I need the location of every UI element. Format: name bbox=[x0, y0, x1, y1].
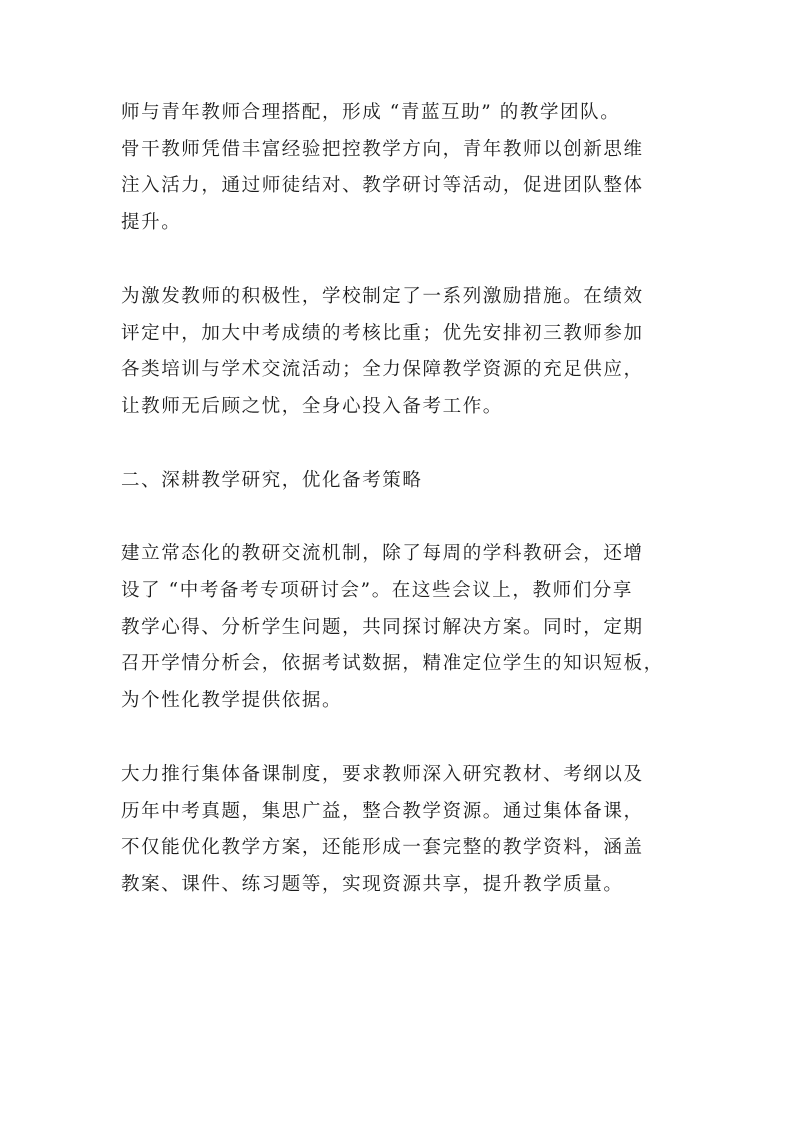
paragraph-research-mechanism bbox=[121, 536, 681, 720]
document-body bbox=[121, 95, 681, 941]
text-line: 教学心得、分析学生问题，共同探讨解决方案。同时，定期 bbox=[121, 616, 644, 638]
text-line: 召开学情分析会，依据考试数据，精准定位学生的知识短板， bbox=[121, 653, 664, 675]
text-line: 为激发教师的积极性，学校制定了一系列激励措施。在绩效 bbox=[121, 285, 644, 307]
text-line: 为个性化教学提供依据。 bbox=[121, 690, 343, 712]
text-line: 历年中考真题，集思广益，整合教学资源。通过集体备课， bbox=[121, 800, 644, 822]
text-line: 骨干教师凭借丰富经验把控教学方向，青年教师以创新思维 bbox=[121, 138, 644, 160]
text-line: 让教师无后顾之忧，全身心投入备考工作。 bbox=[121, 395, 503, 417]
text-line: 设了 “中考备考专项研讨会”。在这些会议上，教师们分享 bbox=[121, 580, 633, 602]
text-line: 各类培训与学术交流活动；全力保障教学资源的充足供应， bbox=[121, 359, 644, 381]
text-line: 评定中，加大中考成绩的考核比重；优先安排初三教师参加 bbox=[121, 322, 644, 344]
text-line: 教案、课件、练习题等，实现资源共享，提升教学质量。 bbox=[121, 873, 624, 895]
paragraph-incentives bbox=[121, 279, 681, 426]
text-line: 提升。 bbox=[121, 212, 182, 234]
text-line: 建立常态化的教研交流机制，除了每周的学科教研会，还增 bbox=[121, 543, 644, 565]
section-heading: 二、深耕教学研究，优化备考策略 bbox=[121, 469, 423, 491]
paragraph-teaching-team bbox=[121, 95, 681, 242]
text-line: 师与青年教师合理搭配，形成 “青蓝互助” 的教学团队。 bbox=[121, 102, 621, 123]
text-line: 注入活力，通过师徒结对、教学研讨等活动，促进团队整体 bbox=[121, 175, 644, 197]
text-line: 不仅能优化教学方案，还能形成一套完整的教学资料，涵盖 bbox=[121, 837, 644, 859]
paragraph-collective-lesson-prep bbox=[121, 757, 681, 904]
text-line: 大力推行集体备课制度，要求教师深入研究教材、考纲以及 bbox=[121, 763, 644, 785]
